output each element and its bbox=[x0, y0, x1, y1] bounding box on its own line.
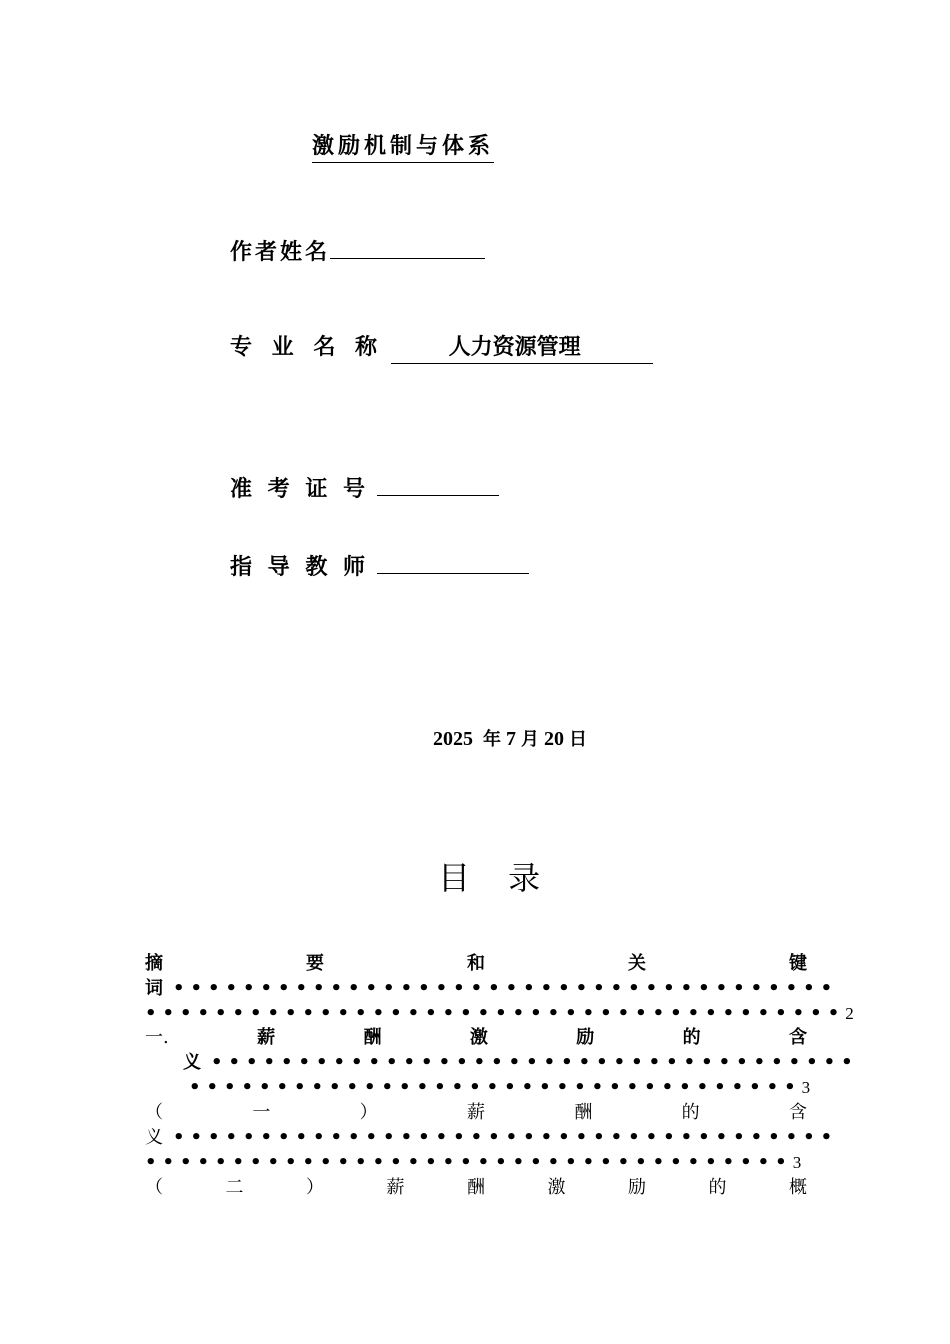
toc-char: 含 bbox=[788, 1102, 807, 1123]
toc-page-number: 2 bbox=[845, 1004, 854, 1023]
toc-entry[interactable] bbox=[145, 1175, 807, 1200]
toc-leader: •••••••••••••••••••••••••••••••••••••••• bbox=[145, 1003, 846, 1024]
toc-char: 的 bbox=[708, 1177, 727, 1198]
toc-char: （ bbox=[145, 1102, 163, 1123]
toc-char: ） bbox=[359, 1102, 378, 1123]
toc-char: 概 bbox=[789, 1177, 807, 1198]
toc-char: 键 bbox=[789, 953, 807, 974]
toc-char: 酬 bbox=[574, 1102, 593, 1123]
date-day: 20 bbox=[544, 728, 564, 750]
exam-id-field bbox=[230, 471, 499, 505]
exam-id-blank bbox=[377, 471, 499, 496]
toc-heading: 目 录 bbox=[438, 859, 555, 897]
toc-char: 义 bbox=[145, 1127, 163, 1148]
author-label: 作者姓名 bbox=[230, 240, 331, 265]
toc-char: ） bbox=[306, 1177, 324, 1198]
date-month: 7 bbox=[506, 728, 516, 750]
toc-char: （ bbox=[145, 1177, 163, 1198]
toc-entry[interactable] bbox=[145, 951, 854, 1026]
toc-char: 酬 bbox=[363, 1027, 382, 1048]
toc-char: 激 bbox=[547, 1177, 566, 1198]
toc-char: 含 bbox=[788, 1027, 807, 1048]
date-month-char: 月 bbox=[521, 729, 539, 750]
advisor-blank bbox=[377, 549, 529, 574]
author-blank bbox=[330, 234, 485, 259]
toc-char: 励 bbox=[576, 1027, 595, 1048]
submission-date bbox=[433, 726, 587, 753]
toc-leader: •••••••••••••••••••••••••••••••••••••• bbox=[173, 978, 839, 999]
toc-page-number: 3 bbox=[792, 1153, 802, 1172]
major-field bbox=[230, 333, 653, 364]
toc-char: 薪 bbox=[386, 1177, 405, 1198]
toc-char: 一 bbox=[252, 1102, 271, 1123]
major-label: 专 业 名 称 bbox=[230, 335, 383, 360]
toc-char: 二 bbox=[225, 1177, 244, 1198]
toc-char: 和 bbox=[467, 953, 485, 974]
toc-char: 激 bbox=[469, 1027, 488, 1048]
toc-page-number: 3 bbox=[801, 1078, 811, 1097]
toc-leader: ••••••••••••••••••••••••••••••••••••• bbox=[211, 1052, 859, 1073]
toc-char: 义 bbox=[183, 1052, 201, 1073]
date-day-char: 日 bbox=[569, 729, 587, 750]
toc-char: 要 bbox=[306, 953, 324, 974]
toc-leader: ••••••••••••••••••••••••••••••••••• bbox=[189, 1077, 802, 1098]
toc-char: 的 bbox=[681, 1102, 700, 1123]
major-value: 人力资源管理 bbox=[448, 335, 581, 360]
toc-leader: •••••••••••••••••••••••••••••••••••••• bbox=[173, 1127, 839, 1148]
toc-char: 酬 bbox=[467, 1177, 485, 1198]
toc-char: 摘 bbox=[145, 953, 163, 974]
toc-char: 的 bbox=[682, 1027, 701, 1048]
date-year-char: 年 bbox=[483, 729, 501, 750]
toc-char: 词 bbox=[145, 978, 163, 999]
major-value-line bbox=[391, 333, 653, 364]
toc-char: 关 bbox=[628, 953, 646, 974]
document-title: 激励机制与体系 bbox=[312, 133, 494, 163]
exam-id-label: 准 考 证 号 bbox=[230, 477, 369, 502]
advisor-label: 指 导 教 师 bbox=[230, 555, 369, 580]
toc-entry[interactable] bbox=[145, 1025, 859, 1100]
date-year: 2025 bbox=[433, 728, 473, 750]
toc-prefix: 一. bbox=[145, 1027, 169, 1048]
advisor-field bbox=[230, 549, 529, 583]
toc-char: 薪 bbox=[466, 1102, 485, 1123]
toc-entry[interactable] bbox=[145, 1100, 839, 1175]
toc-char: 励 bbox=[628, 1177, 646, 1198]
toc-char: 薪 bbox=[257, 1027, 276, 1048]
toc-leader: ••••••••••••••••••••••••••••••••••••• bbox=[145, 1152, 793, 1173]
author-field bbox=[230, 234, 485, 268]
